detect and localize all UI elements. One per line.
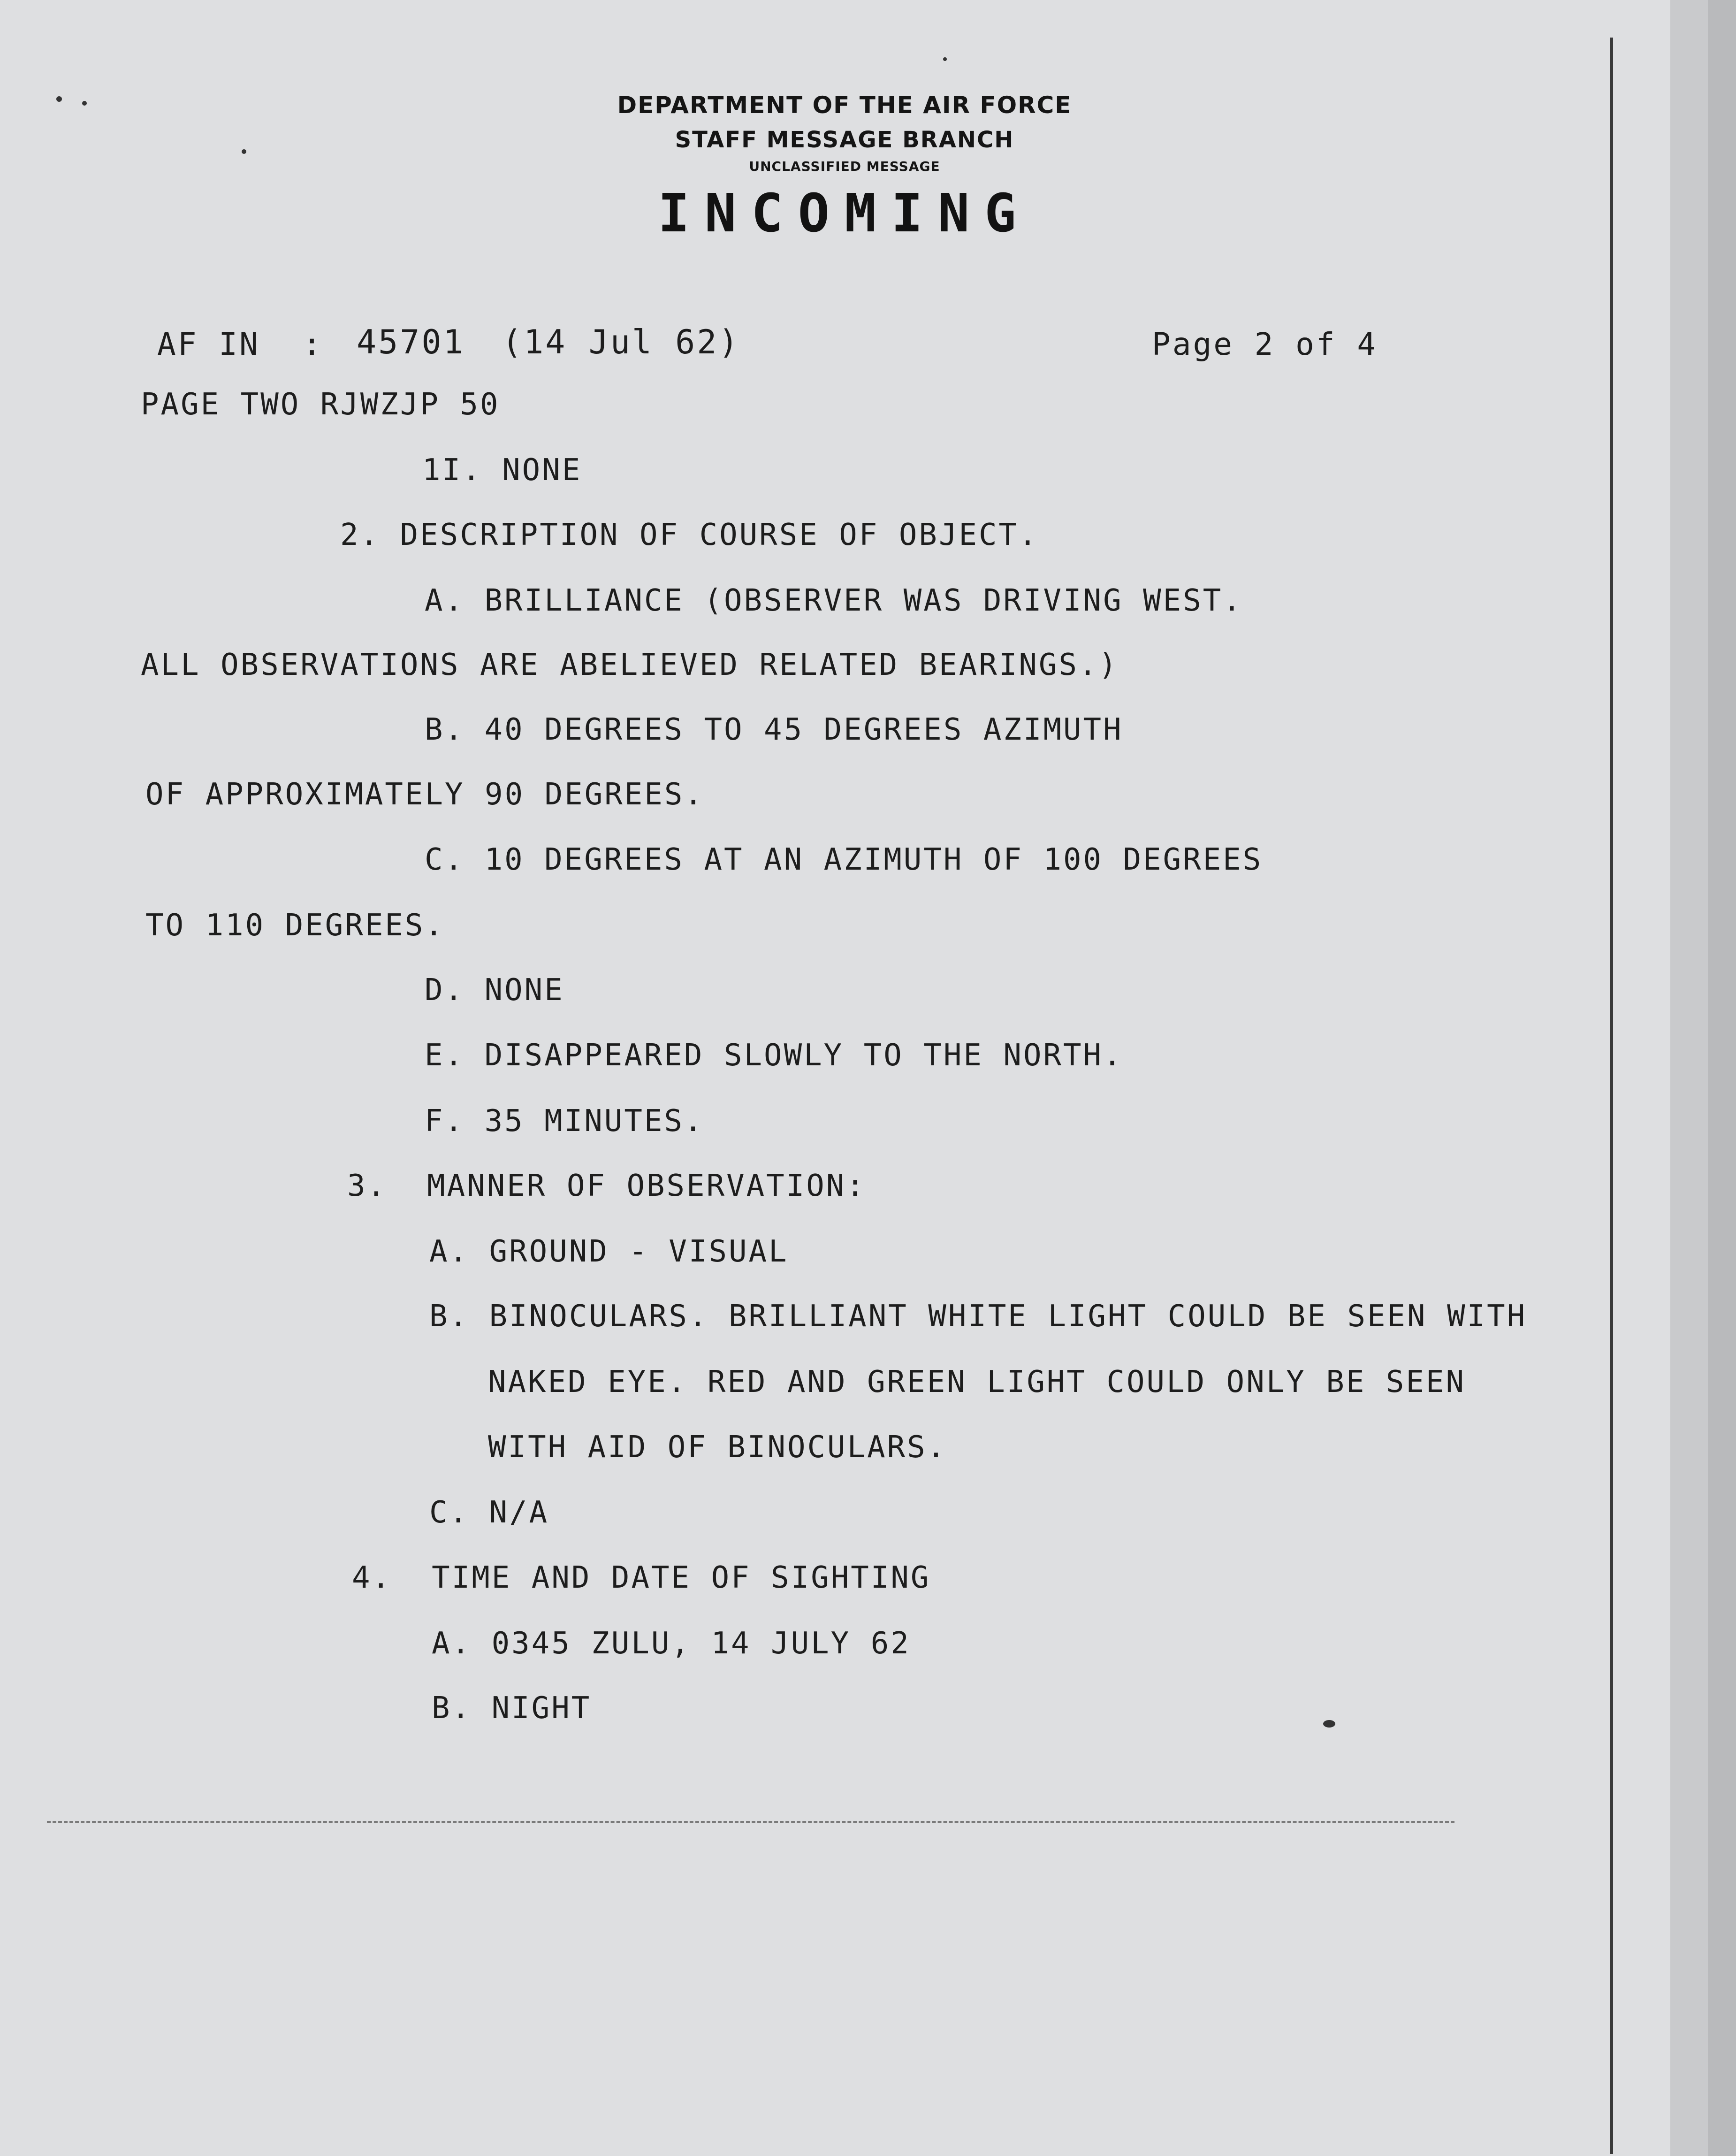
text-line: WITH AID OF BINOCULARS.	[488, 1430, 947, 1465]
reference-number: 45701	[357, 323, 465, 361]
reference-label: AF IN	[157, 326, 260, 362]
text-line: A. 0345 ZULU, 14 JULY 62	[432, 1626, 911, 1661]
text-line: B. BINOCULARS. BRILLIANT WHITE LIGHT COULD BE SEEN WITH	[429, 1299, 1527, 1334]
text-line: A. BRILLIANCE (OBSERVER WAS DRIVING WEST.	[425, 583, 1243, 618]
text-line: D. NONE	[425, 973, 564, 1008]
text-line: A. GROUND - VISUAL	[429, 1234, 789, 1269]
text-line: ALL OBSERVATIONS ARE ABELIEVED RELATED BEARINGS.)	[141, 648, 1119, 682]
text-line: C. N/A	[429, 1495, 549, 1530]
text-line: OF APPROXIMATELY 90 DEGREES.	[145, 777, 704, 812]
scan-speck	[943, 57, 947, 61]
text-line: 1I. NONE	[422, 453, 582, 488]
text-line: C. 10 DEGREES AT AN AZIMUTH OF 100 DEGREES	[425, 842, 1263, 877]
page-number: Page 2 of 4	[1152, 326, 1378, 362]
department-heading: DEPARTMENT OF THE AIR FORCE	[617, 92, 1072, 119]
text-line: B. 40 DEGREES TO 45 DEGREES AZIMUTH	[425, 712, 1123, 747]
text-line: TO 110 DEGREES.	[145, 908, 445, 943]
section-heading: 4. TIME AND DATE OF SIGHTING	[352, 1560, 931, 1595]
text-line: NAKED EYE. RED AND GREEN LIGHT COULD ONLY BE SEEN	[488, 1365, 1466, 1399]
section-heading: 2. DESCRIPTION OF COURSE OF OBJECT.	[340, 518, 1039, 552]
text-line: F. 35 MINUTES.	[425, 1104, 704, 1139]
scan-speck	[1323, 1720, 1335, 1728]
scan-speck	[82, 101, 87, 106]
scan-speck	[56, 96, 62, 102]
page-reference-line: PAGE TWO RJWZJP 50	[141, 387, 500, 422]
reference-date: (14 Jul 62)	[502, 323, 740, 361]
text-line: E. DISAPPEARED SLOWLY TO THE NORTH.	[425, 1038, 1123, 1073]
branch-heading: STAFF MESSAGE BRANCH	[675, 127, 1014, 153]
reference-colon: :	[303, 326, 323, 362]
message-type-title: INCOMING	[658, 183, 1031, 244]
text-line: B. NIGHT	[432, 1691, 592, 1726]
scan-speck	[242, 149, 246, 154]
scan-margin-dark	[1708, 0, 1736, 2156]
section-heading: 3. MANNER OF OBSERVATION:	[347, 1169, 866, 1203]
page-edge-line	[1610, 38, 1613, 2154]
classification-heading: UNCLASSIFIED MESSAGE	[749, 159, 940, 174]
page-bottom-rule	[47, 1821, 1454, 1823]
